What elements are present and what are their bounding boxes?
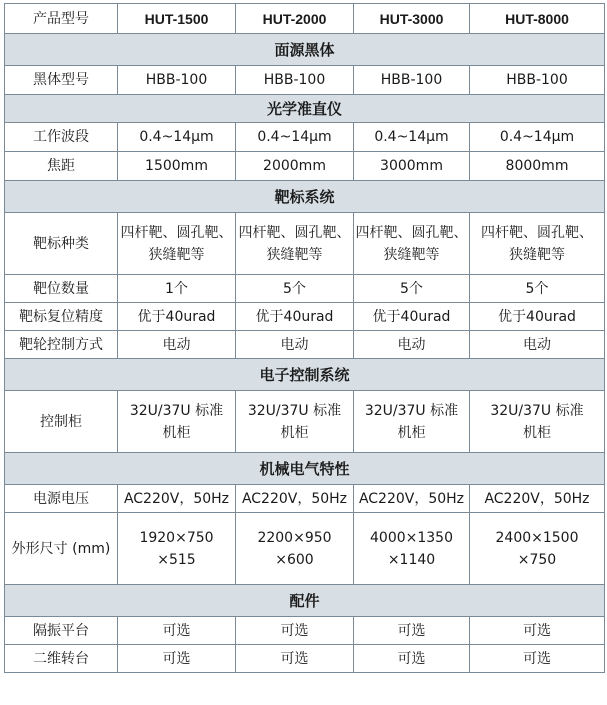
table-row bbox=[5, 275, 605, 303]
table-cell bbox=[118, 391, 236, 453]
cell-line: 2200×950 bbox=[257, 529, 332, 546]
table-cell: 可选 bbox=[118, 645, 236, 673]
row-label: 外形尺寸 (mm) bbox=[5, 513, 118, 585]
section-row bbox=[5, 359, 605, 391]
table-row bbox=[5, 645, 605, 673]
table-cell: HBB-100 bbox=[470, 66, 605, 95]
row-label: 隔振平台 bbox=[5, 617, 118, 645]
table-cell: AC220V，50Hz bbox=[236, 485, 354, 513]
table-cell bbox=[354, 391, 470, 453]
table-cell: 可选 bbox=[354, 617, 470, 645]
table-cell: 可选 bbox=[236, 645, 354, 673]
cell-line: ×515 bbox=[157, 551, 196, 568]
section-row bbox=[5, 453, 605, 485]
row-label: 靶标复位精度 bbox=[5, 303, 118, 331]
table-cell: 可选 bbox=[470, 645, 605, 673]
cell-line: ×750 bbox=[517, 551, 557, 568]
table-row bbox=[5, 485, 605, 513]
table-row bbox=[5, 303, 605, 331]
cell-line: 四杆靶、圆孔靶、 bbox=[481, 224, 593, 241]
section-title-accessories: 配件 bbox=[5, 585, 605, 617]
table-cell: 1500mm bbox=[118, 152, 236, 181]
table-cell: HBB-100 bbox=[236, 66, 354, 95]
table-cell bbox=[470, 213, 605, 275]
table-cell: 优于40urad bbox=[354, 303, 470, 331]
section-title-collimator: 光学准直仪 bbox=[5, 95, 605, 123]
table-row bbox=[5, 66, 605, 95]
table-cell: 可选 bbox=[118, 617, 236, 645]
model-header: HUT-2000 bbox=[236, 4, 354, 34]
header-row bbox=[5, 4, 605, 34]
table-cell bbox=[470, 513, 605, 585]
table-cell: 电动 bbox=[236, 331, 354, 359]
cell-line: 狭缝靶等 bbox=[383, 246, 440, 263]
table-row bbox=[5, 513, 605, 585]
cell-line: 32U/37U 标准 bbox=[247, 402, 342, 419]
row-label: 工作波段 bbox=[5, 123, 118, 152]
row-label: 电源电压 bbox=[5, 485, 118, 513]
table-cell bbox=[236, 391, 354, 453]
section-row bbox=[5, 34, 605, 66]
table-row bbox=[5, 391, 605, 453]
cell-line: 32U/37U 标准 bbox=[490, 402, 584, 419]
table-cell: HBB-100 bbox=[354, 66, 470, 95]
table-cell: AC220V，50Hz bbox=[470, 485, 605, 513]
table-cell: 2000mm bbox=[236, 152, 354, 181]
table-cell: AC220V，50Hz bbox=[118, 485, 236, 513]
row-label: 靶位数量 bbox=[5, 275, 118, 303]
table-cell: 电动 bbox=[354, 331, 470, 359]
cell-line: 32U/37U 标准 bbox=[129, 402, 224, 419]
table-cell: 优于40urad bbox=[236, 303, 354, 331]
cell-line: 狭缝靶等 bbox=[148, 246, 205, 263]
table-cell: 可选 bbox=[470, 617, 605, 645]
table-cell bbox=[118, 213, 236, 275]
model-header: HUT-3000 bbox=[354, 4, 470, 34]
section-row bbox=[5, 95, 605, 123]
section-title-area-blackbody: 面源黑体 bbox=[5, 34, 605, 66]
table-cell: 5个 bbox=[236, 275, 354, 303]
table-row bbox=[5, 331, 605, 359]
row-label: 焦距 bbox=[5, 152, 118, 181]
table-cell: 0.4~14μm bbox=[470, 123, 605, 152]
spec-table bbox=[4, 3, 605, 673]
table-cell: HBB-100 bbox=[118, 66, 236, 95]
table-cell bbox=[354, 213, 470, 275]
cell-line: 四杆靶、圆孔靶、 bbox=[238, 224, 351, 241]
row-label: 靶轮控制方式 bbox=[5, 331, 118, 359]
table-cell: 可选 bbox=[236, 617, 354, 645]
table-cell bbox=[236, 513, 354, 585]
table-cell: 可选 bbox=[354, 645, 470, 673]
table-cell bbox=[236, 213, 354, 275]
table-row bbox=[5, 617, 605, 645]
section-title-target-system: 靶标系统 bbox=[5, 181, 605, 213]
table-cell bbox=[354, 513, 470, 585]
table-cell: 5个 bbox=[354, 275, 470, 303]
table-row bbox=[5, 152, 605, 181]
row-label: 靶标种类 bbox=[5, 213, 118, 275]
table-cell: 优于40urad bbox=[118, 303, 236, 331]
cell-line: 机柜 bbox=[397, 424, 426, 441]
table-row bbox=[5, 213, 605, 275]
table-cell: 优于40urad bbox=[470, 303, 605, 331]
section-row bbox=[5, 585, 605, 617]
table-cell bbox=[470, 391, 605, 453]
row-label: 二维转台 bbox=[5, 645, 118, 673]
table-cell: 0.4~14μm bbox=[354, 123, 470, 152]
table-cell: 电动 bbox=[470, 331, 605, 359]
cell-line: 狭缝靶等 bbox=[266, 246, 323, 263]
table-cell: 8000mm bbox=[470, 152, 605, 181]
cell-line: 32U/37U 标准 bbox=[364, 402, 459, 419]
cell-line: 1920×750 bbox=[139, 529, 214, 546]
cell-line: 2400×1500 bbox=[495, 529, 579, 546]
table-cell: 3000mm bbox=[354, 152, 470, 181]
model-header: HUT-8000 bbox=[470, 4, 605, 34]
table-cell: 0.4~14μm bbox=[118, 123, 236, 152]
cell-line: 机柜 bbox=[523, 424, 551, 441]
model-header: HUT-1500 bbox=[118, 4, 236, 34]
header-label: 产品型号 bbox=[5, 4, 118, 34]
cell-line: 四杆靶、圆孔靶、 bbox=[120, 224, 233, 241]
table-cell: 0.4~14μm bbox=[236, 123, 354, 152]
cell-line: 4000×1350 bbox=[370, 529, 453, 546]
cell-line: ×1140 bbox=[387, 551, 436, 568]
cell-line: 四杆靶、圆孔靶、 bbox=[355, 224, 468, 241]
table-cell: 5个 bbox=[470, 275, 605, 303]
row-label: 黑体型号 bbox=[5, 66, 118, 95]
row-label: 控制柜 bbox=[5, 391, 118, 453]
table-cell: AC220V，50Hz bbox=[354, 485, 470, 513]
table-cell bbox=[118, 513, 236, 585]
table-cell: 电动 bbox=[118, 331, 236, 359]
cell-line: 机柜 bbox=[280, 424, 309, 441]
table-row bbox=[5, 123, 605, 152]
section-title-mechanical-electrical: 机械电气特性 bbox=[5, 453, 605, 485]
section-row bbox=[5, 181, 605, 213]
cell-line: 机柜 bbox=[162, 424, 191, 441]
table-cell: 1个 bbox=[118, 275, 236, 303]
cell-line: 狭缝靶等 bbox=[509, 246, 565, 263]
section-title-electronic-control: 电子控制系统 bbox=[5, 359, 605, 391]
cell-line: ×600 bbox=[275, 551, 314, 568]
